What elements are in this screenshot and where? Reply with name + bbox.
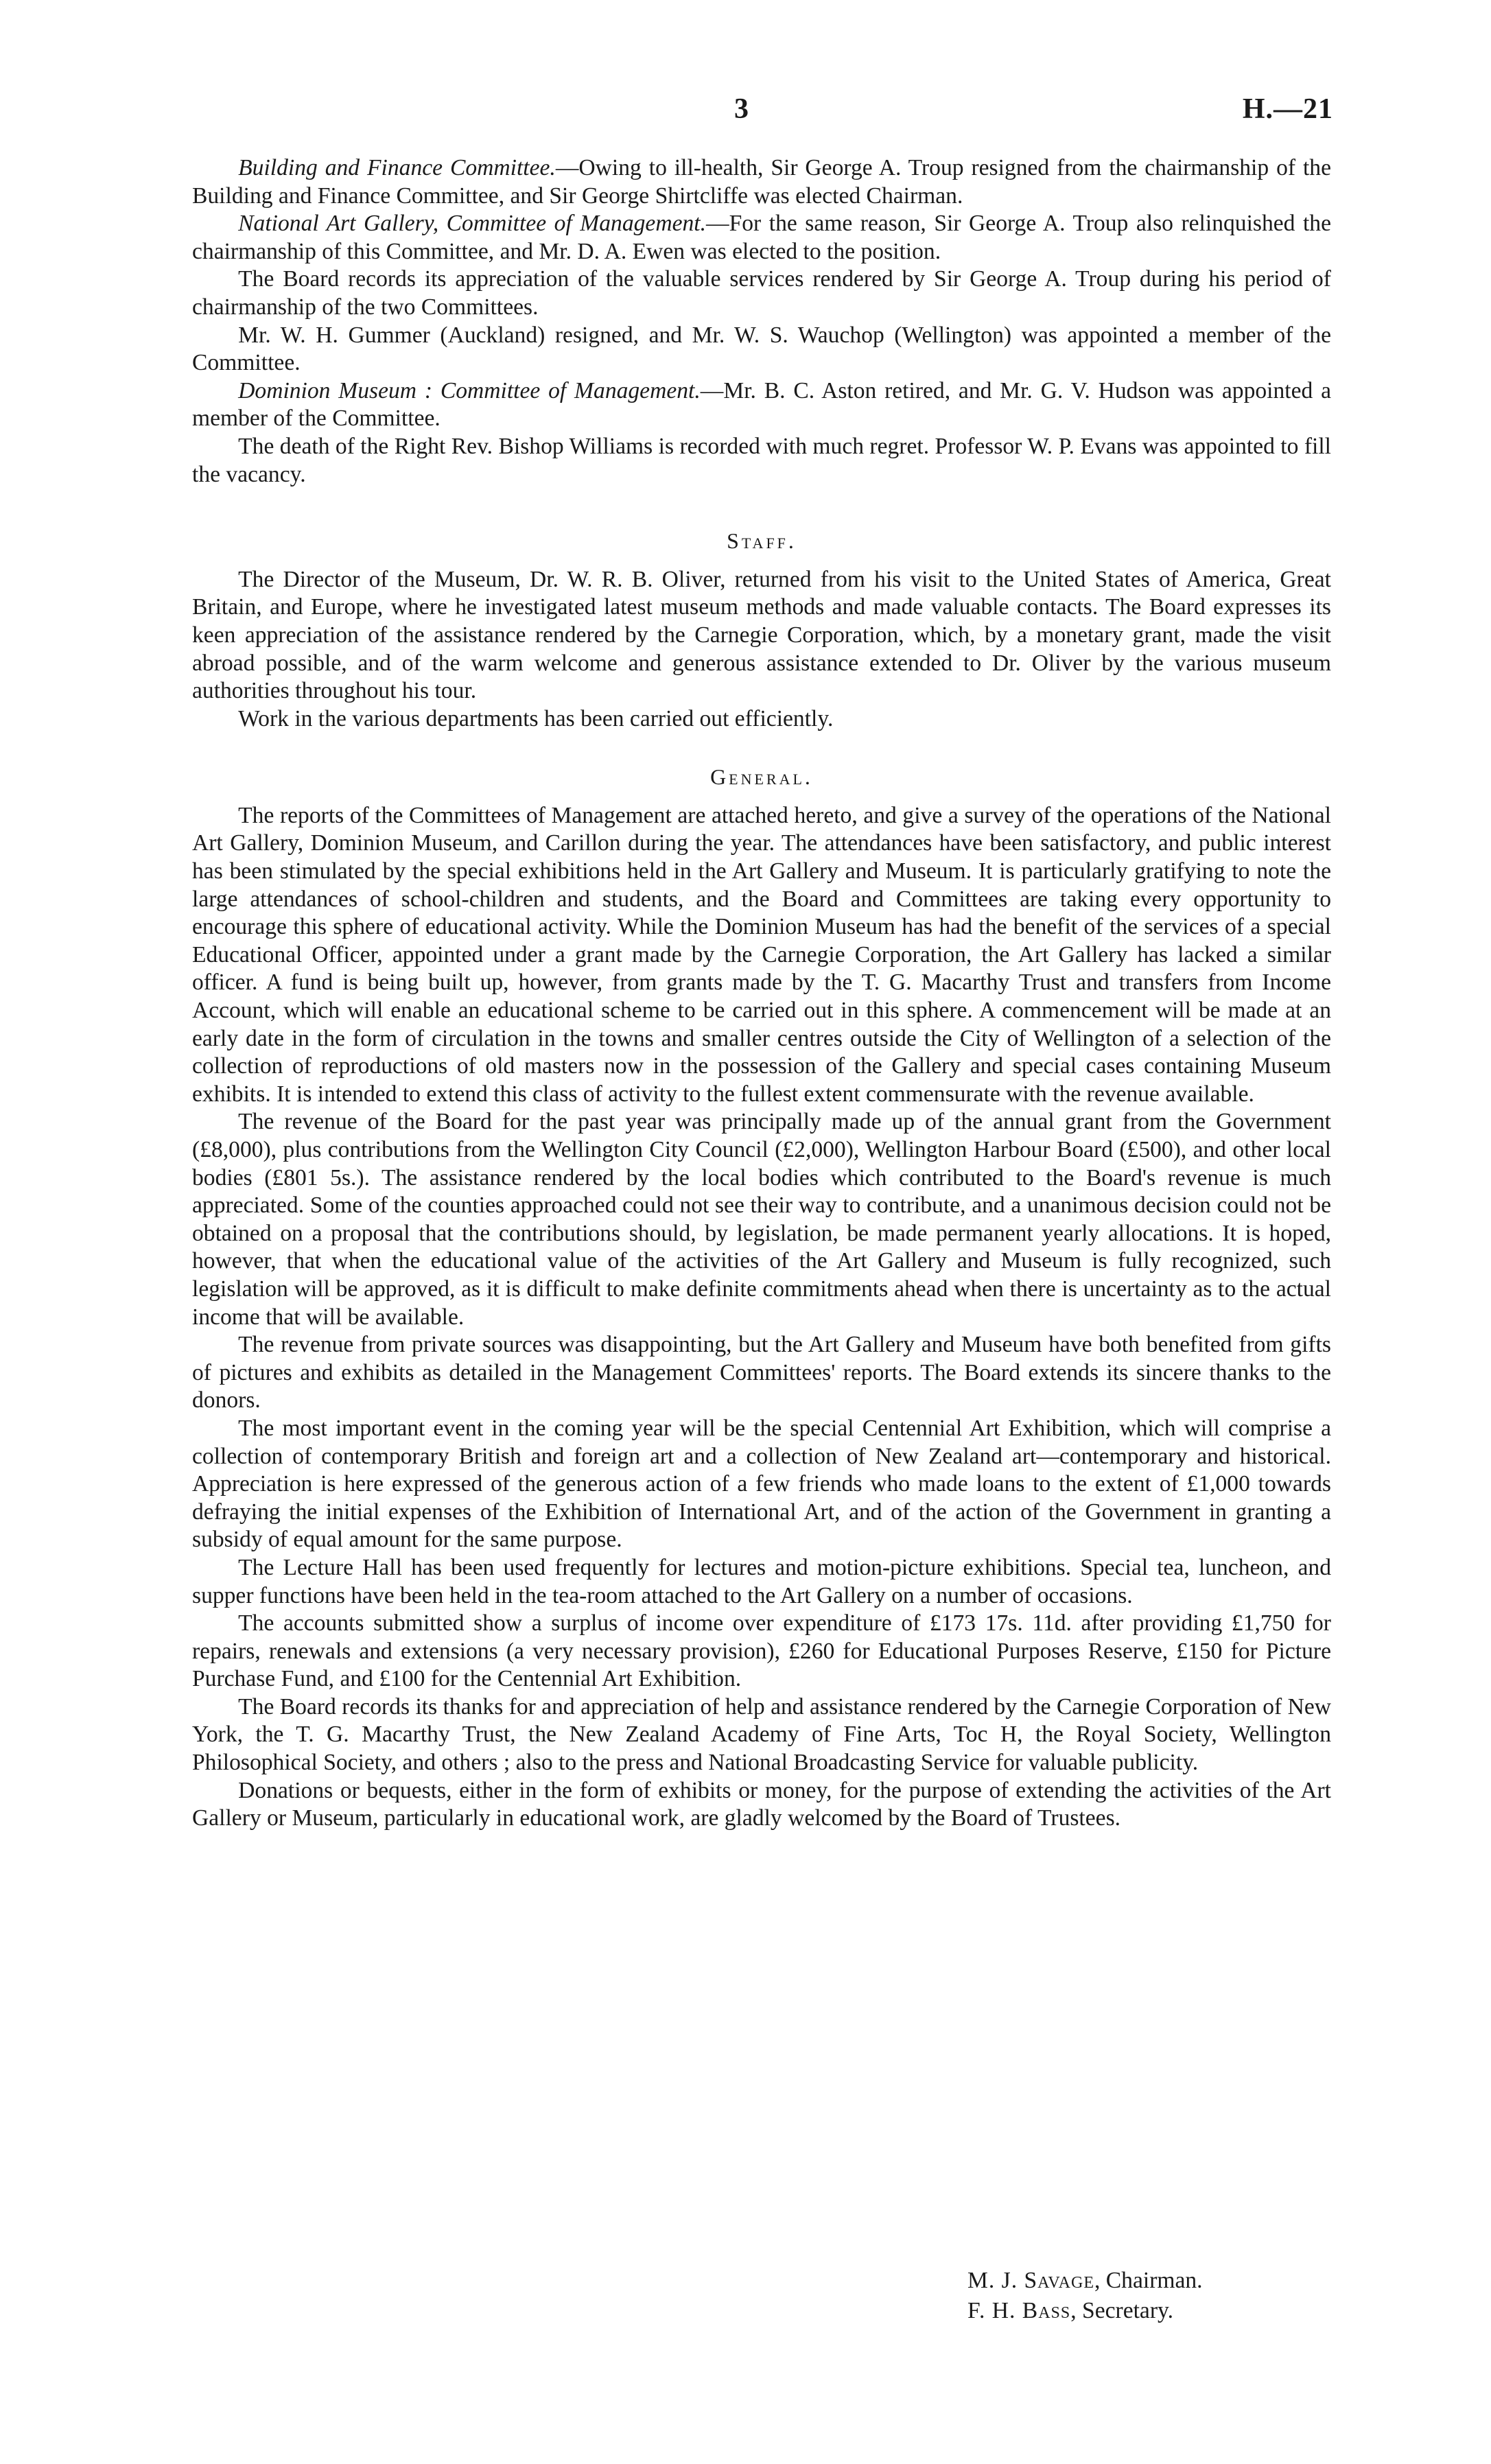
paragraph-text: Donations or bequests, either in the form of exhibits or money, for the purpose of extending the activities of the Art Gallery or Museum, particularly in educational work, are gladly welcomed by the Board of Trustees. [192, 1777, 1331, 1831]
signature-secretary [967, 2297, 1173, 2325]
paragraph-text: The Board records its thanks for and appreciation of help and assistance rendered by the Carnegie Corporation of New York, the T. G. Macarthy Trust, the New Zealand Academy of Fine Arts, Toc H, the Royal Society, Wellington Philosophical Society, and others ; also to the press and National Broadcasting Service for valuable publicity. [192, 1693, 1331, 1776]
paragraph-museum-committee [192, 377, 1331, 433]
section-heading-staff: Staff. [727, 528, 797, 554]
paragraph-text: The revenue of the Board for the past year was principally made up of the annual grant from the Government (£8,000), plus contributions from the Wellington City Council (£2,000), Wellington Harbour Board (£500), and other local bodies (£801 5s.). The assistance rendered by the local bodies which contributed to the Board's revenue is much appreciated. Some of the counties approached could not see their way to contribute, and a unanimous decision could not be obtained on a proposal that the contributions should, by legislation, be made permanent yearly allocations. It is hoped, however, that when the educational value of the activities of the Art Gallery and Museum is fully recognized, such legislation will be approved, as it is difficult to make definite commitments ahead when there is uncertainty as to the actual income that will be available. [192, 1109, 1331, 1330]
paragraph-text: The revenue from private sources was disappointing, but the Art Gallery and Museum have both benefited from gifts of pictures and exhibits as detailed in the Management Committees' reports. The Board extends its sincere thanks to the donors. [192, 1332, 1331, 1413]
signatory-name: M. J. Savage [967, 2268, 1094, 2293]
document-series-code: H.—21 [1242, 93, 1333, 125]
paragraph-general-lecture-hall [192, 1554, 1331, 1610]
paragraph-general-donations [192, 1777, 1331, 1833]
paragraph-text: The Board records its appreciation of the valuable services rendered by Sir George A. Troup during his period of chairmanship of the two Committees. [192, 266, 1331, 320]
signature-chairman [967, 2266, 1203, 2295]
paragraph-text: The death of the Right Rev. Bishop Williams is recorded with much regret. Professor W. P. Evans was appointed to fill the vacancy. [192, 433, 1331, 487]
page-header [0, 93, 1491, 134]
paragraph-general-thanks [192, 1693, 1331, 1777]
paragraph-text: The Lecture Hall has been used frequently for lectures and motion-picture exhibitions. Special tea, luncheon, and supper functions have been held in the tea-room attached to the Art Gallery on a number of occasions. [192, 1554, 1331, 1608]
paragraph-lead: National Art Gallery, Committee of Management. [238, 211, 706, 237]
paragraph-text: The reports of the Committees of Management are attached hereto, and give a survey of the operations of the National Art Gallery, Dominion Museum, and Carillon during the year. The attendances have been satisfactory, and public interest has been stimulated by the special exhibitions held in the Art Gallery and Museum. It is particularly gratifying to note the large attendances of school-children and students, and the Board and Committees are taking every opportunity to encourage this sphere of educational activity. While the Dominion Museum has had the benefit of the services of a special Educational Officer, appointed under a grant made by the Carnegie Corporation, the Art Gallery has lacked a similar officer. A fund is being built up, however, from grants made by the T. G. Macarthy Trust and transfers from Income Account, which will enable an educational scheme to be carried out in this sphere. A commencement will be made at an early date in the form of circulation in the towns and smaller centres outside the City of Wellington of a selection of the collection of reproductions of old masters now in the possession of the Gallery and special cases containing Museum exhibits. It is intended to extend this class of activity to the fullest extent commensurate with the revenue available. [192, 802, 1331, 1107]
paragraph-lead: Dominion Museum : Committee of Management. [238, 377, 701, 403]
paragraph-general-private-sources [192, 1331, 1331, 1415]
paragraph-staff-director [192, 566, 1331, 705]
paragraph-art-gallery-committee [192, 210, 1331, 266]
paragraph-general-accounts [192, 1610, 1331, 1693]
paragraph-text: The Director of the Museum, Dr. W. R. B. Oliver, returned from his visit to the United States of America, Great Britain, and Europe, where he investigated latest museum methods and made valuable contacts. The Board expresses its keen appreciation of the assistance rendered by the Carnegie Corporation, which, by a monetary grant, made the visit abroad possible, and of the warm welcome and generous assistance extended to Dr. Oliver by the various museum authorities throughout his tour. [192, 566, 1331, 704]
paragraph-lead: Building and Finance Committee. [238, 155, 556, 180]
paragraph-gummer-resigned [192, 322, 1331, 377]
section-heading-general: General. [710, 764, 813, 790]
paragraph-text: —Mr. B. C. Aston retired, and Mr. G. V. Hudson was appointed a member of the Committee. [192, 377, 1332, 432]
paragraph-staff-work [192, 705, 1331, 734]
paragraph-text: —Owing to ill-health, Sir George A. Troup resigned from the chairmanship of the Building and Finance Committee, and Sir George Shirtcliffe was elected Chairman. [192, 155, 1331, 209]
signatory-title: , Secretary. [1070, 2298, 1174, 2323]
paragraph-text: The most important event in the coming year will be the special Centennial Art Exhibition, which will comprise a collection of contemporary British and foreign art and a collection of New Zealand art—contemporary and historical. Appreciation is here expressed of the generous action of a few friends who made loans to the extent of £1,000 towards defraying the initial expenses of the Exhibition of International Art, and of the action of the Government in granting a subsidy of equal amount for the same purpose. [192, 1415, 1331, 1553]
paragraph-building-finance [192, 154, 1331, 210]
paragraph-general-reports [192, 802, 1331, 1109]
paragraph-text: —For the same reason, Sir George A. Troup also relinquished the chairmanship of this Committee, and Mr. D. A. Ewen was elected to the position. [192, 211, 1331, 264]
paragraph-text: Mr. W. H. Gummer (Auckland) resigned, and Mr. W. S. Wauchop (Wellington) was appointed a member of the Committee. [192, 322, 1331, 376]
paragraph-text: The accounts submitted show a surplus of income over expenditure of £173 17s. 11d. after providing £1,750 for repairs, renewals and extensions (a very necessary provision), £260 for Educational Purposes Reserve, £150 for Picture Purchase Fund, and £100 for the Centennial Art Exhibition. [192, 1610, 1331, 1692]
paragraph-general-revenue [192, 1108, 1331, 1331]
paragraph-general-centennial [192, 1415, 1331, 1554]
paragraph-bishop-williams [192, 433, 1331, 489]
paragraph-appreciation-troup [192, 266, 1331, 321]
page-number: 3 [734, 93, 749, 125]
signatory-name: F. H. Bass [967, 2298, 1071, 2323]
paragraph-text: Work in the various departments has been carried out efficiently. [238, 705, 834, 731]
report-body [192, 154, 1331, 1833]
signatory-title: , Chairman. [1094, 2268, 1203, 2293]
